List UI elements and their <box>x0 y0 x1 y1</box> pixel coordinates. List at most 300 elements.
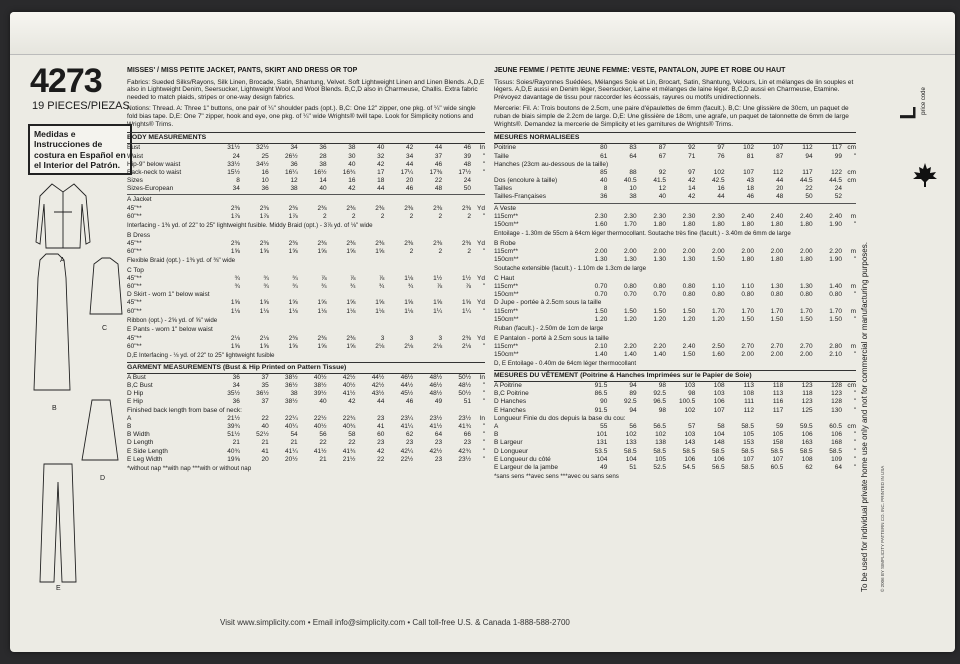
row-label: E Largeur de la jambe <box>494 463 558 471</box>
table-cell: 1.20 <box>682 315 696 323</box>
table-cell: 44 <box>406 160 414 168</box>
table-cell: 2.40 <box>682 342 696 350</box>
table-cell: 108 <box>713 382 725 389</box>
table-cell: ¾ <box>234 283 240 291</box>
table-row <box>494 335 856 343</box>
unit-cell: " <box>853 315 856 323</box>
table-cell: 34½ <box>256 160 269 168</box>
top-sketch <box>90 258 122 314</box>
row-label: 150cm** <box>494 256 519 264</box>
table-cell: 40¾ <box>227 447 240 455</box>
table-cell: 2.30 <box>624 212 637 220</box>
table-cell: 123 <box>801 382 813 389</box>
table-note: Ribbon (opt.) - 2⅝ yd. of ⅝" wide <box>127 316 218 324</box>
table-cell: 22½ <box>313 414 327 422</box>
unit-cell: m <box>850 212 856 220</box>
table-cell: 40 <box>658 193 666 201</box>
table-cell: 1.80 <box>682 221 696 229</box>
table-cell: 28 <box>319 152 327 160</box>
table-cell: 48 <box>776 193 784 201</box>
table-cell: 58.5 <box>829 447 842 455</box>
table-cell: 23½ <box>458 414 472 422</box>
table-row <box>494 390 856 398</box>
table-cell: 130 <box>831 406 842 414</box>
table-cell: 2 <box>409 247 414 255</box>
table-cell: 52.5 <box>653 463 666 471</box>
table-cell: 42 <box>688 193 696 201</box>
table-cell: 19⅝ <box>227 455 240 463</box>
table-cell: 105 <box>772 431 784 439</box>
table-cell: 1.30 <box>594 256 608 264</box>
row-label: B Width <box>127 431 150 439</box>
table-cell: 51 <box>629 463 637 471</box>
table-cell: 36 <box>319 144 327 152</box>
table-cell: 80 <box>600 144 608 152</box>
table-cell: 2⅜ <box>461 239 472 247</box>
unit-cell: Yd <box>477 274 485 282</box>
pants-sketch <box>40 464 76 582</box>
row-label: 45"** <box>127 204 142 212</box>
table-cell: 1.50 <box>624 307 637 315</box>
table-cell: 1.40 <box>594 350 608 358</box>
table-cell: 2⅛ <box>259 334 269 342</box>
table-cell: 2.00 <box>711 247 725 255</box>
row-label: 45"** <box>127 299 142 307</box>
table-cell: 107 <box>713 406 725 414</box>
table-cell: 103 <box>684 382 696 389</box>
unit-cell: " <box>853 256 856 264</box>
table-cell: 108 <box>801 455 813 463</box>
table-note: Interfacing - 1⅜ yd. of 22" to 25" lightweight fusible. Middy Braid (opt.) - 3⅞ yd. of ⅛" wide <box>127 222 373 230</box>
table-row <box>127 291 485 299</box>
table-cell: 104 <box>625 455 637 463</box>
table-cell: 10 <box>261 177 269 185</box>
table-row <box>127 283 485 291</box>
table-cell: 128 <box>831 398 842 406</box>
table-cell: 2⅜ <box>346 239 356 247</box>
unit-cell: " <box>853 439 856 447</box>
table-cell: 0.70 <box>653 291 666 299</box>
table-cell: 46 <box>434 160 443 168</box>
row-label: 150cm** <box>494 315 519 323</box>
table-cell: 58.5 <box>653 447 666 455</box>
table-cell: 16 <box>717 185 725 193</box>
row-label: D Longueur <box>494 447 528 455</box>
unit-cell: cm <box>847 382 856 389</box>
table-cell: 21 <box>232 439 240 447</box>
table-cell: 153 <box>743 439 754 447</box>
table-cell: 76 <box>717 152 725 160</box>
table-cell: 106 <box>713 398 725 406</box>
table-cell: 21 <box>290 439 298 447</box>
unit-cell: Yd <box>477 299 485 307</box>
row-label: 45"** <box>127 239 142 247</box>
table-cell: 23 <box>406 439 414 447</box>
unit-cell: " <box>482 431 485 439</box>
table-cell: 1.80 <box>741 256 754 264</box>
table-cell: 1⅛ <box>288 307 298 315</box>
table-cell: 3 <box>409 334 414 342</box>
table-row <box>127 177 485 185</box>
row-label: A <box>494 422 499 430</box>
table-cell: 2⅜ <box>288 334 298 342</box>
row-label: C Top <box>127 266 144 274</box>
unit-cell: " <box>853 152 856 160</box>
table-cell: 18 <box>377 177 385 185</box>
table-cell: 2.10 <box>829 350 842 358</box>
table-row <box>127 205 485 213</box>
unit-cell: " <box>482 307 485 315</box>
table-row <box>494 407 856 415</box>
english-yardage-table <box>127 194 485 359</box>
table-note: D,E Interfacing - ⅛ yd. of 22" to 25" lightweight fusible <box>127 351 275 359</box>
table-cell: 3 <box>380 334 385 342</box>
table-cell: 2.30 <box>682 212 696 220</box>
table-cell: 1.50 <box>799 315 813 323</box>
table-cell: 98 <box>658 406 666 414</box>
row-label: E Hanches <box>494 406 526 414</box>
row-label: 45"** <box>127 334 142 342</box>
table-cell: 1⅝ <box>288 299 298 307</box>
row-label: Sizes <box>127 177 143 185</box>
table-cell: 49 <box>434 398 443 406</box>
table-cell: 2.00 <box>741 350 754 358</box>
english-footnote: *without nap **with nap ***with or without nap <box>127 464 252 472</box>
table-cell: 112 <box>743 406 754 414</box>
table-cell: 58.5 <box>770 447 784 455</box>
table-cell: 2 <box>467 212 472 220</box>
french-body-header: MESURES NORMALISEES <box>494 132 856 144</box>
row-label: E Longueur du côté <box>494 455 551 463</box>
table-cell: 48 <box>434 185 443 193</box>
table-cell: 16¾ <box>342 168 356 176</box>
row-label: A Bust <box>127 373 146 381</box>
unit-cell: " <box>853 406 856 414</box>
table-cell: 2.40 <box>741 212 754 220</box>
table-cell: 105 <box>743 431 754 439</box>
table-cell: 81 <box>746 152 754 160</box>
unit-cell: " <box>853 390 856 398</box>
english-body-header: BODY MEASUREMENTS <box>127 132 485 144</box>
row-label: 150cm** <box>494 291 519 299</box>
table-cell: 94 <box>629 382 637 389</box>
table-cell: 34 <box>290 144 298 152</box>
row-label: D Hip <box>127 390 144 398</box>
table-cell: 97 <box>717 144 725 152</box>
spanish-note: Medidas e Instrucciones de costura en Español en el Interior del Patrón. <box>28 124 132 175</box>
table-cell: 1⅞ <box>230 212 240 220</box>
table-cell: 0.80 <box>741 291 754 299</box>
table-cell: 2.30 <box>711 212 725 220</box>
table-cell: 1.80 <box>653 221 666 229</box>
table-cell: 22½ <box>400 455 414 463</box>
table-cell: 1⅝ <box>317 342 327 350</box>
table-cell: 2⅜ <box>317 204 327 212</box>
table-row <box>127 299 485 307</box>
table-cell: 1.50 <box>653 307 666 315</box>
table-cell: 0.70 <box>594 283 608 291</box>
table-cell: 1.30 <box>624 256 637 264</box>
table-cell: 41¼ <box>285 447 298 455</box>
table-cell: 1⅛ <box>346 307 356 315</box>
table-cell: 36 <box>232 398 240 406</box>
english-garment-header: GARMENT MEASUREMENTS (Bust & Hip Printed on Pattern Tissue) <box>127 362 485 374</box>
unit-cell: m <box>850 283 856 291</box>
table-cell: 46 <box>463 144 472 152</box>
table-cell: 1.70 <box>741 307 754 315</box>
table-cell: 56 <box>629 422 637 430</box>
table-cell: 55 <box>600 422 608 430</box>
table-cell: 1⅝ <box>259 342 269 350</box>
row-label: C Haut <box>494 274 515 282</box>
table-cell: 1½ <box>433 274 443 282</box>
table-row <box>127 153 485 161</box>
row-label: 60"** <box>127 283 142 291</box>
table-row <box>494 185 856 193</box>
table-cell: 52 <box>834 193 842 201</box>
table-cell: 42½ <box>429 447 443 455</box>
table-cell: 1⅞ <box>259 212 269 220</box>
row-label: A Veste <box>494 204 517 212</box>
table-row <box>127 374 485 382</box>
table-cell: 1.50 <box>741 315 754 323</box>
table-cell: 64 <box>834 463 842 471</box>
table-cell: 41 <box>377 422 385 430</box>
table-cell: 58.5 <box>741 447 754 455</box>
table-cell: 109 <box>831 455 842 463</box>
table-row <box>127 439 485 447</box>
table-row <box>127 382 485 390</box>
table-cell: 2.20 <box>829 247 842 255</box>
table-cell: 36½ <box>285 382 298 389</box>
table-cell: 91.5 <box>594 406 608 414</box>
table-cell: 1.80 <box>711 221 725 229</box>
table-cell: 21½ <box>342 455 356 463</box>
table-row <box>494 153 856 161</box>
row-label: Tailles-Françaises <box>494 193 547 201</box>
table-cell: 50 <box>463 185 472 193</box>
table-cell: 58.5 <box>711 447 725 455</box>
table-cell: 0.80 <box>770 291 784 299</box>
figure-label-c: C <box>102 325 108 332</box>
table-cell: 1⅛ <box>230 307 240 315</box>
row-label: B <box>127 422 132 430</box>
table-cell: 22 <box>434 177 443 185</box>
table-cell: 17 <box>377 168 385 176</box>
table-cell: 40 <box>261 422 269 430</box>
table-cell: 104 <box>596 455 608 463</box>
table-cell: 23 <box>434 455 443 463</box>
table-cell: 98 <box>688 390 696 398</box>
table-cell: 92.5 <box>624 398 637 406</box>
row-label: 60"** <box>127 342 142 350</box>
table-cell: 100.5 <box>679 398 696 406</box>
table-cell: 39½ <box>313 390 327 398</box>
table-cell: 1⅛ <box>404 307 414 315</box>
table-cell: 1.50 <box>594 307 608 315</box>
row-label: Tailles <box>494 185 513 193</box>
table-cell: 2⅜ <box>461 334 472 342</box>
table-row <box>494 177 856 185</box>
table-cell: ¾ <box>321 283 327 291</box>
table-cell: 2 <box>438 212 443 220</box>
table-row <box>494 456 856 464</box>
table-cell: 57 <box>688 422 696 430</box>
table-cell: 107 <box>743 455 754 463</box>
table-cell: 1.30 <box>682 256 696 264</box>
table-cell: 2⅜ <box>259 204 269 212</box>
table-cell: 2⅜ <box>404 239 414 247</box>
table-cell: 103 <box>713 390 725 398</box>
table-cell: 2⅛ <box>230 334 240 342</box>
table-cell: 1.70 <box>829 307 842 315</box>
table-cell: 16 <box>348 177 356 185</box>
table-cell: 17½ <box>458 168 472 176</box>
table-cell: 123 <box>801 398 813 406</box>
table-cell: 0.80 <box>711 291 725 299</box>
unit-cell: cm <box>847 168 856 176</box>
unit-cell: " <box>853 398 856 406</box>
unit-cell: m <box>850 307 856 315</box>
pieces-count: 19 PIECES/PIEZAS <box>32 100 130 112</box>
row-label: Dos (encolure à taille) <box>494 177 558 185</box>
table-cell: 113 <box>772 390 784 398</box>
table-cell: 1.90 <box>829 221 842 229</box>
table-cell: 138 <box>655 439 666 447</box>
table-cell: 46½ <box>400 373 414 381</box>
table-row <box>127 185 485 193</box>
table-cell: 122 <box>831 168 842 176</box>
table-cell: ¾ <box>234 274 240 282</box>
unit-cell: " <box>482 212 485 220</box>
table-row <box>494 316 856 324</box>
table-cell: 2⅛ <box>433 342 443 350</box>
table-cell: 30 <box>348 152 356 160</box>
table-cell: 102 <box>743 144 754 152</box>
legal-text: © 2006 BY SIMPLICITY PATTERN CO. INC. PRINTED IN USA <box>880 465 885 592</box>
table-cell: 0.80 <box>653 283 666 291</box>
table-cell: 40 <box>600 177 608 185</box>
table-cell: 36 <box>232 373 240 381</box>
table-cell: 2.20 <box>624 342 637 350</box>
table-cell: 71 <box>688 152 696 160</box>
table-cell: 2.00 <box>770 350 784 358</box>
table-cell: 41 <box>261 447 269 455</box>
row-label: Finished back length from base of neck: <box>127 406 242 414</box>
table-cell: 1⅝ <box>317 299 327 307</box>
table-cell: 56.5 <box>711 463 725 471</box>
table-cell: 1.70 <box>711 307 725 315</box>
table-cell: 34 <box>232 382 240 389</box>
table-row <box>494 343 856 351</box>
table-cell: 105 <box>655 455 666 463</box>
table-cell: 2⅛ <box>375 342 385 350</box>
table-cell: 58 <box>348 431 356 439</box>
table-cell: 107 <box>743 168 754 176</box>
table-cell: 41½ <box>342 390 356 398</box>
row-label: 115cm** <box>494 307 519 315</box>
table-cell: 60.5 <box>770 463 784 471</box>
french-body-table <box>494 144 856 201</box>
table-cell: 2⅛ <box>461 342 472 350</box>
table-cell: 16¼ <box>285 168 298 176</box>
table-cell: 1⅝ <box>288 342 298 350</box>
french-garment-header: MESURES DU VÊTEMENT (Poitrine & Hanches Imprimées sur le Papier de Soie) <box>494 370 856 382</box>
table-cell: 91.5 <box>594 382 608 389</box>
price-code-label: price code <box>920 87 927 115</box>
unit-cell: " <box>482 455 485 463</box>
row-label: A Poitrine <box>494 382 522 389</box>
table-cell: 67 <box>658 152 666 160</box>
table-cell: 116 <box>772 398 784 406</box>
table-row <box>127 326 485 334</box>
table-cell: 98 <box>658 382 666 389</box>
table-cell: 58.5 <box>741 463 754 471</box>
unit-cell: " <box>853 447 856 455</box>
pattern-number: 4273 <box>30 62 102 100</box>
french-title: JEUNE FEMME / PETITE JEUNE FEMME: VESTE, PANTALON, JUPE ET ROBE OU HAUT <box>494 67 786 74</box>
table-cell: 16½ <box>313 168 327 176</box>
table-cell: 1.20 <box>711 315 725 323</box>
unit-cell: " <box>482 152 485 160</box>
table-cell: 58.5 <box>682 447 696 455</box>
table-row <box>494 240 856 248</box>
table-cell: 44 <box>377 398 385 406</box>
table-cell: 54.5 <box>682 463 696 471</box>
table-cell: 42¼ <box>400 447 414 455</box>
table-cell: 38 <box>348 144 356 152</box>
table-cell: 2⅜ <box>317 239 327 247</box>
table-cell: 46 <box>406 398 414 406</box>
french-yardage-table <box>494 203 856 368</box>
table-cell: 90 <box>600 398 608 406</box>
table-row <box>127 390 485 398</box>
dress-sketch <box>34 254 70 390</box>
table-cell: 1.70 <box>624 221 637 229</box>
table-cell: 102 <box>655 431 666 439</box>
table-cell: ⅞ <box>350 274 356 282</box>
table-cell: 40½ <box>313 373 327 381</box>
unit-cell: cm <box>847 144 856 152</box>
table-cell: 128 <box>831 382 842 389</box>
table-cell: 1.20 <box>594 315 608 323</box>
table-cell: 2.00 <box>682 247 696 255</box>
table-cell: 20 <box>776 185 784 193</box>
table-row <box>127 240 485 248</box>
table-cell: 21 <box>261 439 269 447</box>
table-cell: 21 <box>319 455 327 463</box>
table-cell: 94 <box>629 406 637 414</box>
table-row <box>494 275 856 283</box>
table-cell: 2.40 <box>770 212 784 220</box>
table-cell: 2.70 <box>741 342 754 350</box>
row-label: Poitrine <box>494 144 517 152</box>
table-cell: 23 <box>377 439 385 447</box>
usage-notice: To be used for individual private home use only and not for commercial or manufacturing purposes. <box>860 242 869 592</box>
table-cell: 34 <box>232 185 240 193</box>
table-row <box>127 267 485 275</box>
unit-cell: " <box>482 422 485 430</box>
table-cell: 44.5 <box>829 177 842 185</box>
table-cell: 46 <box>746 193 754 201</box>
table-cell: 14 <box>688 185 696 193</box>
unit-cell: " <box>482 283 485 291</box>
table-cell: 52½ <box>256 431 269 439</box>
table-cell: 36½ <box>256 390 269 398</box>
unit-cell: " <box>482 168 485 176</box>
table-cell: 41¾ <box>458 422 472 430</box>
table-cell: 92.5 <box>653 390 666 398</box>
